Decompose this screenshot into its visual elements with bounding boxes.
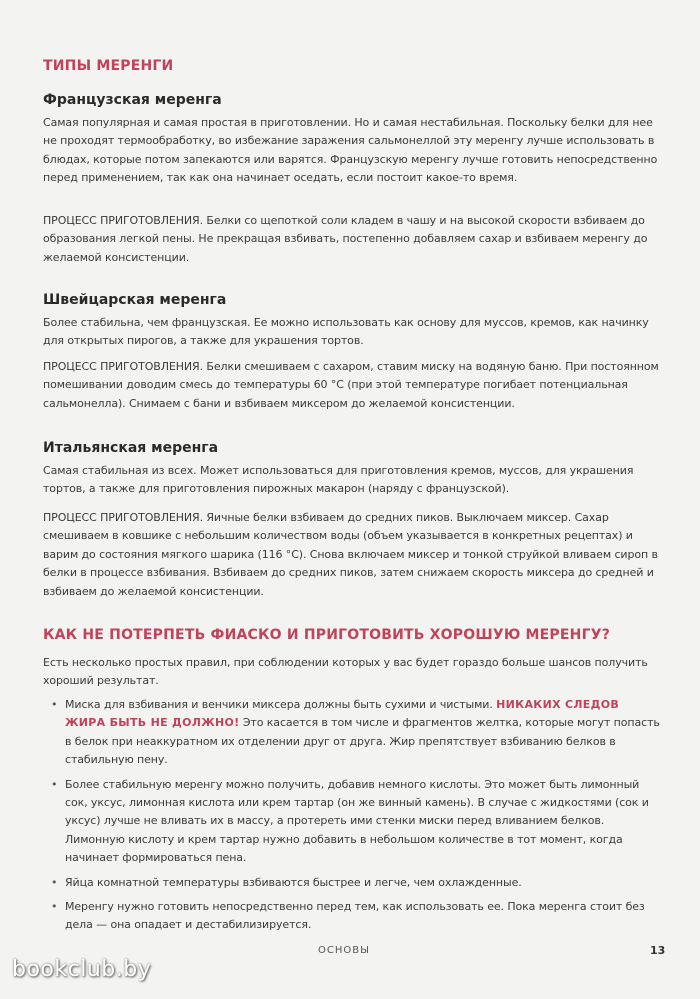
tips-list	[43, 696, 661, 941]
french-description: Самая популярная и самая простая в приготовлении. Но и самая нестабильная. Поскольку белки для нее не проходят термообработку, во избежание заражения сальмонеллой эту меренгу лучше использовать в блюдах, которые потом запекаются или варятся. Французскую меренгу лучше готовить непосредственно перед применением, так как она начинает оседать, если постоит какое-то время.	[43, 116, 658, 185]
swiss-process: ПРОЦЕСС ПРИГОТОВЛЕНИЯ. Белки смешиваем с сахаром, ставим миску на водяную баню. При постоянном помешивании доводим смесь до температуры 60 °С (при этой температуре погибает потенциальная сальмонелла). Снимаем с бани и взбиваем миксером до желаемой консистенции.	[43, 360, 659, 410]
subtitle-french-meringue: Французская меренга	[43, 92, 222, 108]
list-item	[43, 696, 661, 770]
section-title-meringue-types: ТИПЫ МЕРЕНГИ	[43, 58, 174, 74]
bullet-icon: •	[51, 875, 58, 889]
list-item	[43, 898, 661, 935]
list-item-text: Меренгу нужно готовить непосредственно перед тем, как использовать ее. Пока меренга стоит без дела — она опадает и дестабилизируется.	[65, 900, 645, 932]
list-item-text: Миска для взбивания и венчики миксера должны быть сухими и чистыми.	[65, 698, 497, 711]
swiss-description: Более стабильна, чем французская. Ее можно использовать как основу для муссов, кремов, как начинку для открытых пирогов, а также для украшения тортов.	[43, 316, 649, 348]
list-item	[43, 874, 661, 892]
french-process: ПРОЦЕСС ПРИГОТОВЛЕНИЯ. Белки со щепоткой соли кладем в чашу и на высокой скорости взбиваем до образования легкой пены. Не прекращая взбивать, постепенно добавляем сахар и взбиваем меренгу до желаемой консистенции.	[43, 214, 648, 264]
bullet-icon: •	[51, 698, 58, 711]
subtitle-italian-meringue: Итальянская меренга	[43, 440, 219, 456]
italian-description: Самая стабильная из всех. Может использоваться для приготовления кремов, муссов, для украшения тортов, а также для приготовления пирожных макарон (наряду с французской).	[43, 464, 634, 496]
subtitle-swiss-meringue: Швейцарская меренга	[43, 292, 227, 308]
list-item-text: Яйца комнатной температуры взбиваются быстрее и легче, чем охлажденные.	[65, 875, 522, 889]
list-item	[43, 776, 661, 868]
bullet-icon: •	[51, 900, 58, 914]
list-item-text: Более стабильную меренгу можно получить, добавив немного кислоты. Это может быть лимонный сок, уксус, лимонная кислота или крем тартар (он же винный камень). В случае с жидкостями (сок и уксус) лучше не вливать их в массу, а протереть ими стенки миски перед вливанием белков. Лимонную кислоту и крем тартар нужно добавить в небольшом количестве в тот момент, когда начинает формироваться пена.	[65, 777, 649, 865]
list-item-text-continued: Это касается в том числе и фрагментов желтка, которые могут попасть в белок при неаккуратном их отделении друг от друга. Жир препятствует взбиванию белков в стабильную пену.	[65, 716, 660, 767]
watermark-logo: bookclub.by	[12, 957, 152, 982]
tips-intro: Есть несколько простых правил, при соблюдении которых у вас будет гораздо больше шансов получить хороший результат.	[43, 656, 648, 688]
list-item-accent-text: НИКАКИХ СЛЕДОВ ЖИРА БЫТЬ НЕ ДОЛЖНО!	[65, 698, 620, 730]
section-title-meringue-tips: КАК НЕ ПОТЕРПЕТЬ ФИАСКО И ПРИГОТОВИТЬ ХОРОШУЮ МЕРЕНГУ?	[43, 627, 611, 643]
page-number: 13	[650, 944, 666, 957]
italian-process: ПРОЦЕСС ПРИГОТОВЛЕНИЯ. Яичные белки взбиваем до средних пиков. Выключаем миксер. Сахар смешиваем в ковшике с небольшим количеством воды (объем указывается в конкретных рецептах) и варим до состояния мягкого шарика (116 °С). Снова включаем миксер и тонкой струйкой вливаем сироп в белки в процессе взбивания. Взбиваем до средних пиков, затем снижаем скорость миксера до средней и взбиваем до желаемой консистенции.	[43, 511, 658, 598]
bullet-icon: •	[51, 777, 58, 791]
footer-section-label: ОСНОВЫ	[318, 945, 370, 956]
